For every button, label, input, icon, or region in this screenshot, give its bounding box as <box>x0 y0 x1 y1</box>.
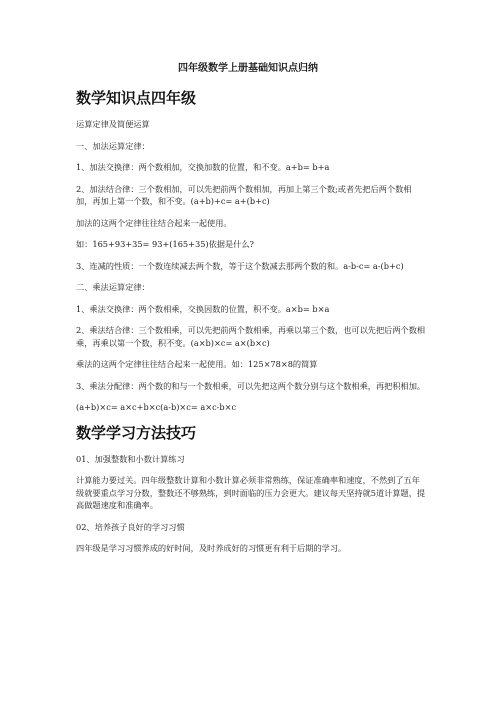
paragraph: 乘法的这两个定律往往结合起来一起使用。如：125×78×8的简算 <box>76 359 318 369</box>
paragraph: 运算定律及简便运算 <box>76 119 150 129</box>
paragraph: 如：165+93+35= 93+(165+35)依据是什么? <box>76 239 254 249</box>
paragraph: 02、培养孩子良好的学习习惯 <box>76 521 185 532</box>
paragraph: 2、乘法结合律：三个数相乘，可以先把前两个数相乘，再乘以第三个数，也可以先把后两个数相乘，再乘以第一个数，积不变。(a×b)×c= a×(b×c) <box>76 325 426 348</box>
paragraph: 3、连减的性质：一个数连续减去两个数，等于这个数减去那两个数的和。a-b-c= a-(b+c) <box>76 260 404 271</box>
paragraph: 1、加法交换律：两个数相加，交换加数的位置，和不变。a+b= b+a <box>76 162 330 172</box>
paragraph: 1、乘法交换律：两个数相乘，交换因数的位置，积不变。a×b= b×a <box>76 303 330 314</box>
paragraph: 加法的这两个定律往往结合起来一起使用。 <box>76 217 232 228</box>
document-body <box>76 88 426 564</box>
paragraph: 计算能力要过关。四年级整数计算和小数计算必须非常熟练，保证准确率和速度，不然到了五年级就要重点学习分数，整数还不够熟练，到时面临的压力会更大。建议每天坚持就5道计算题，提高做题速度和准确率。 <box>76 475 426 510</box>
paragraph: 2、加法结合律：三个数相加，可以先把前两个数相加，再加上第三个数;或者先把后两个数相加，再加上第一个数，和不变。(a+b)+c= a+(b+c) <box>76 183 412 206</box>
section-heading-methods: 数学学习方法技巧 <box>76 423 197 442</box>
paragraph: 四年级是学习习惯养成的好时间，及时养成好的习惯更有利于后期的学习。 <box>76 543 347 553</box>
paragraph: 一、加法运算定律： <box>76 140 150 151</box>
section-heading-knowledge: 数学知识点四年级 <box>76 89 197 107</box>
paragraph: 01、加强整数和小数计算练习 <box>76 453 185 464</box>
paragraph: 二、乘法运算定律： <box>76 282 150 292</box>
paragraph: 3、乘法分配律：两个数的和与一个数相乘，可以先把这两个数分别与这个数相乘，再把积相加。 <box>76 380 426 391</box>
paragraph: (a+b)×c= a×c+b×c(a-b)×c= a×c-b×c <box>76 402 237 412</box>
document-title: 四年级数学上册基础知识点归纳 <box>178 63 318 74</box>
